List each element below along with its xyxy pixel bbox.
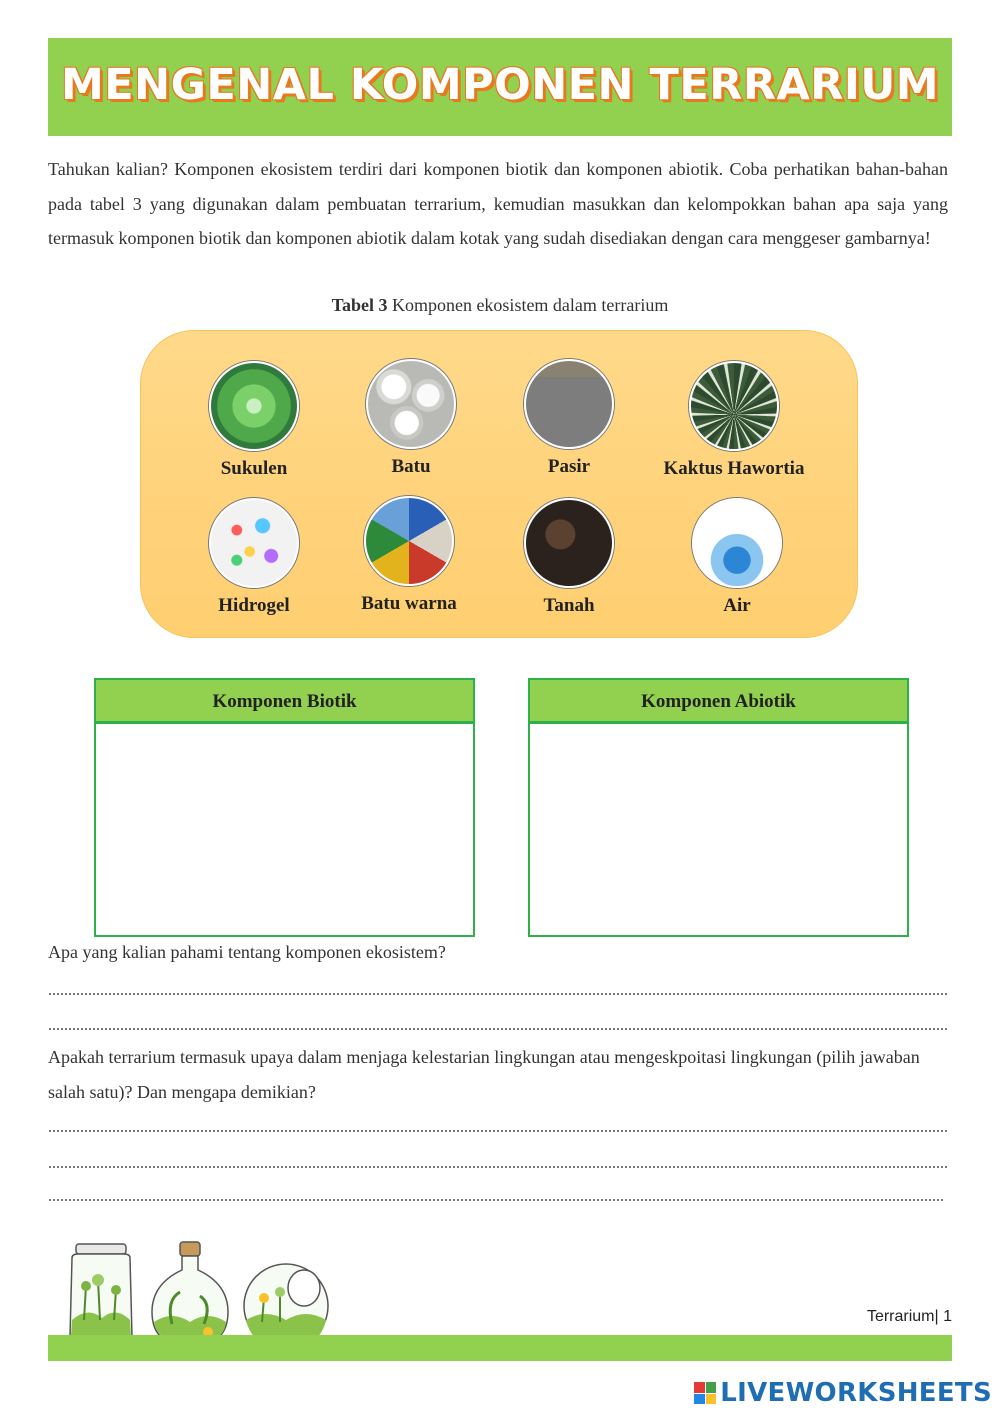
table-caption-text: Komponen ekosistem dalam terrarium <box>387 295 669 315</box>
soil-photo-icon[interactable] <box>524 498 614 588</box>
brand-name: LIVEWORKSHEETS <box>720 1378 992 1408</box>
water-splash-photo-icon[interactable] <box>692 498 782 588</box>
table-caption <box>0 295 1000 316</box>
drop-box-biotik-title: Komponen Biotik <box>96 680 473 724</box>
draggable-item-air[interactable] <box>647 498 827 617</box>
colored-stones-photo-icon[interactable] <box>364 496 454 586</box>
intro-paragraph: Tahukan kalian? Komponen ekosistem terdiri dari komponen biotik dan komponen abiotik. Coba perhatikan bahan-bahan pada tabel 3 yang digunakan dalam pembuatan terrarium, kemudian masukkan dan kelompokkan bahan apa saja yang termasuk komponen biotik dan komponen abiotik dalam kotak yang sudah disediakan dengan cara menggeser gambarnya! <box>48 159 948 248</box>
succulent-photo-icon[interactable] <box>209 361 299 451</box>
drop-box-abiotik[interactable] <box>528 678 909 937</box>
item-label: Air <box>723 595 751 616</box>
draggable-item-kaktus-hawortia[interactable] <box>644 361 824 480</box>
hydrogel-beads-photo-icon[interactable] <box>209 498 299 588</box>
sand-photo-icon[interactable] <box>524 359 614 449</box>
item-label: Hidrogel <box>218 595 290 616</box>
liveworksheets-brand[interactable] <box>694 1378 992 1408</box>
answer-line-2-1[interactable] <box>48 1130 948 1132</box>
drop-box-biotik[interactable] <box>94 678 475 937</box>
item-label: Tanah <box>543 595 595 616</box>
answer-line-2-3[interactable] <box>48 1199 943 1201</box>
answer-line-1-2[interactable] <box>48 1028 948 1030</box>
item-label: Pasir <box>547 456 591 477</box>
question-1: Apa yang kalian pahami tentang komponen ekosistem? <box>48 942 446 962</box>
jar-icon <box>70 1244 132 1344</box>
answer-line-1-1[interactable] <box>48 993 948 995</box>
item-label: Batu warna <box>361 593 457 614</box>
draggable-item-hidrogel[interactable] <box>164 498 344 617</box>
liveworksheets-logo-icon <box>694 1382 716 1404</box>
draggable-item-pasir[interactable] <box>479 359 659 478</box>
item-label: Batu <box>391 456 431 477</box>
draggable-item-batu-warna[interactable] <box>319 496 499 615</box>
table-caption-number: Tabel 3 <box>331 295 388 315</box>
draggable-item-sukulen[interactable] <box>164 361 344 480</box>
page-number-label: Terrarium| 1 <box>866 1308 952 1325</box>
answer-line-2-2[interactable] <box>48 1166 948 1168</box>
haworthia-cactus-photo-icon[interactable] <box>689 361 779 451</box>
draggable-item-tanah[interactable] <box>479 498 659 617</box>
bottle-icon <box>152 1242 228 1346</box>
footer-bar <box>48 1335 952 1361</box>
item-label: Sukulen <box>220 458 288 479</box>
question-2: Apakah terrarium termasuk upaya dalam menjaga kelestarian lingkungan atau mengeskpoitasi lingkungan (pilih jawaban salah satu)? Dan mengapa demikian? <box>48 1047 920 1102</box>
page-title: MENGENAL KOMPONEN TERRARIUM <box>60 60 940 110</box>
draggable-item-batu[interactable] <box>321 359 501 478</box>
drop-box-abiotik-title: Komponen Abiotik <box>530 680 907 724</box>
title-banner <box>48 38 952 136</box>
item-label: Kaktus Hawortia <box>663 458 805 479</box>
stones-photo-icon[interactable] <box>366 359 456 449</box>
